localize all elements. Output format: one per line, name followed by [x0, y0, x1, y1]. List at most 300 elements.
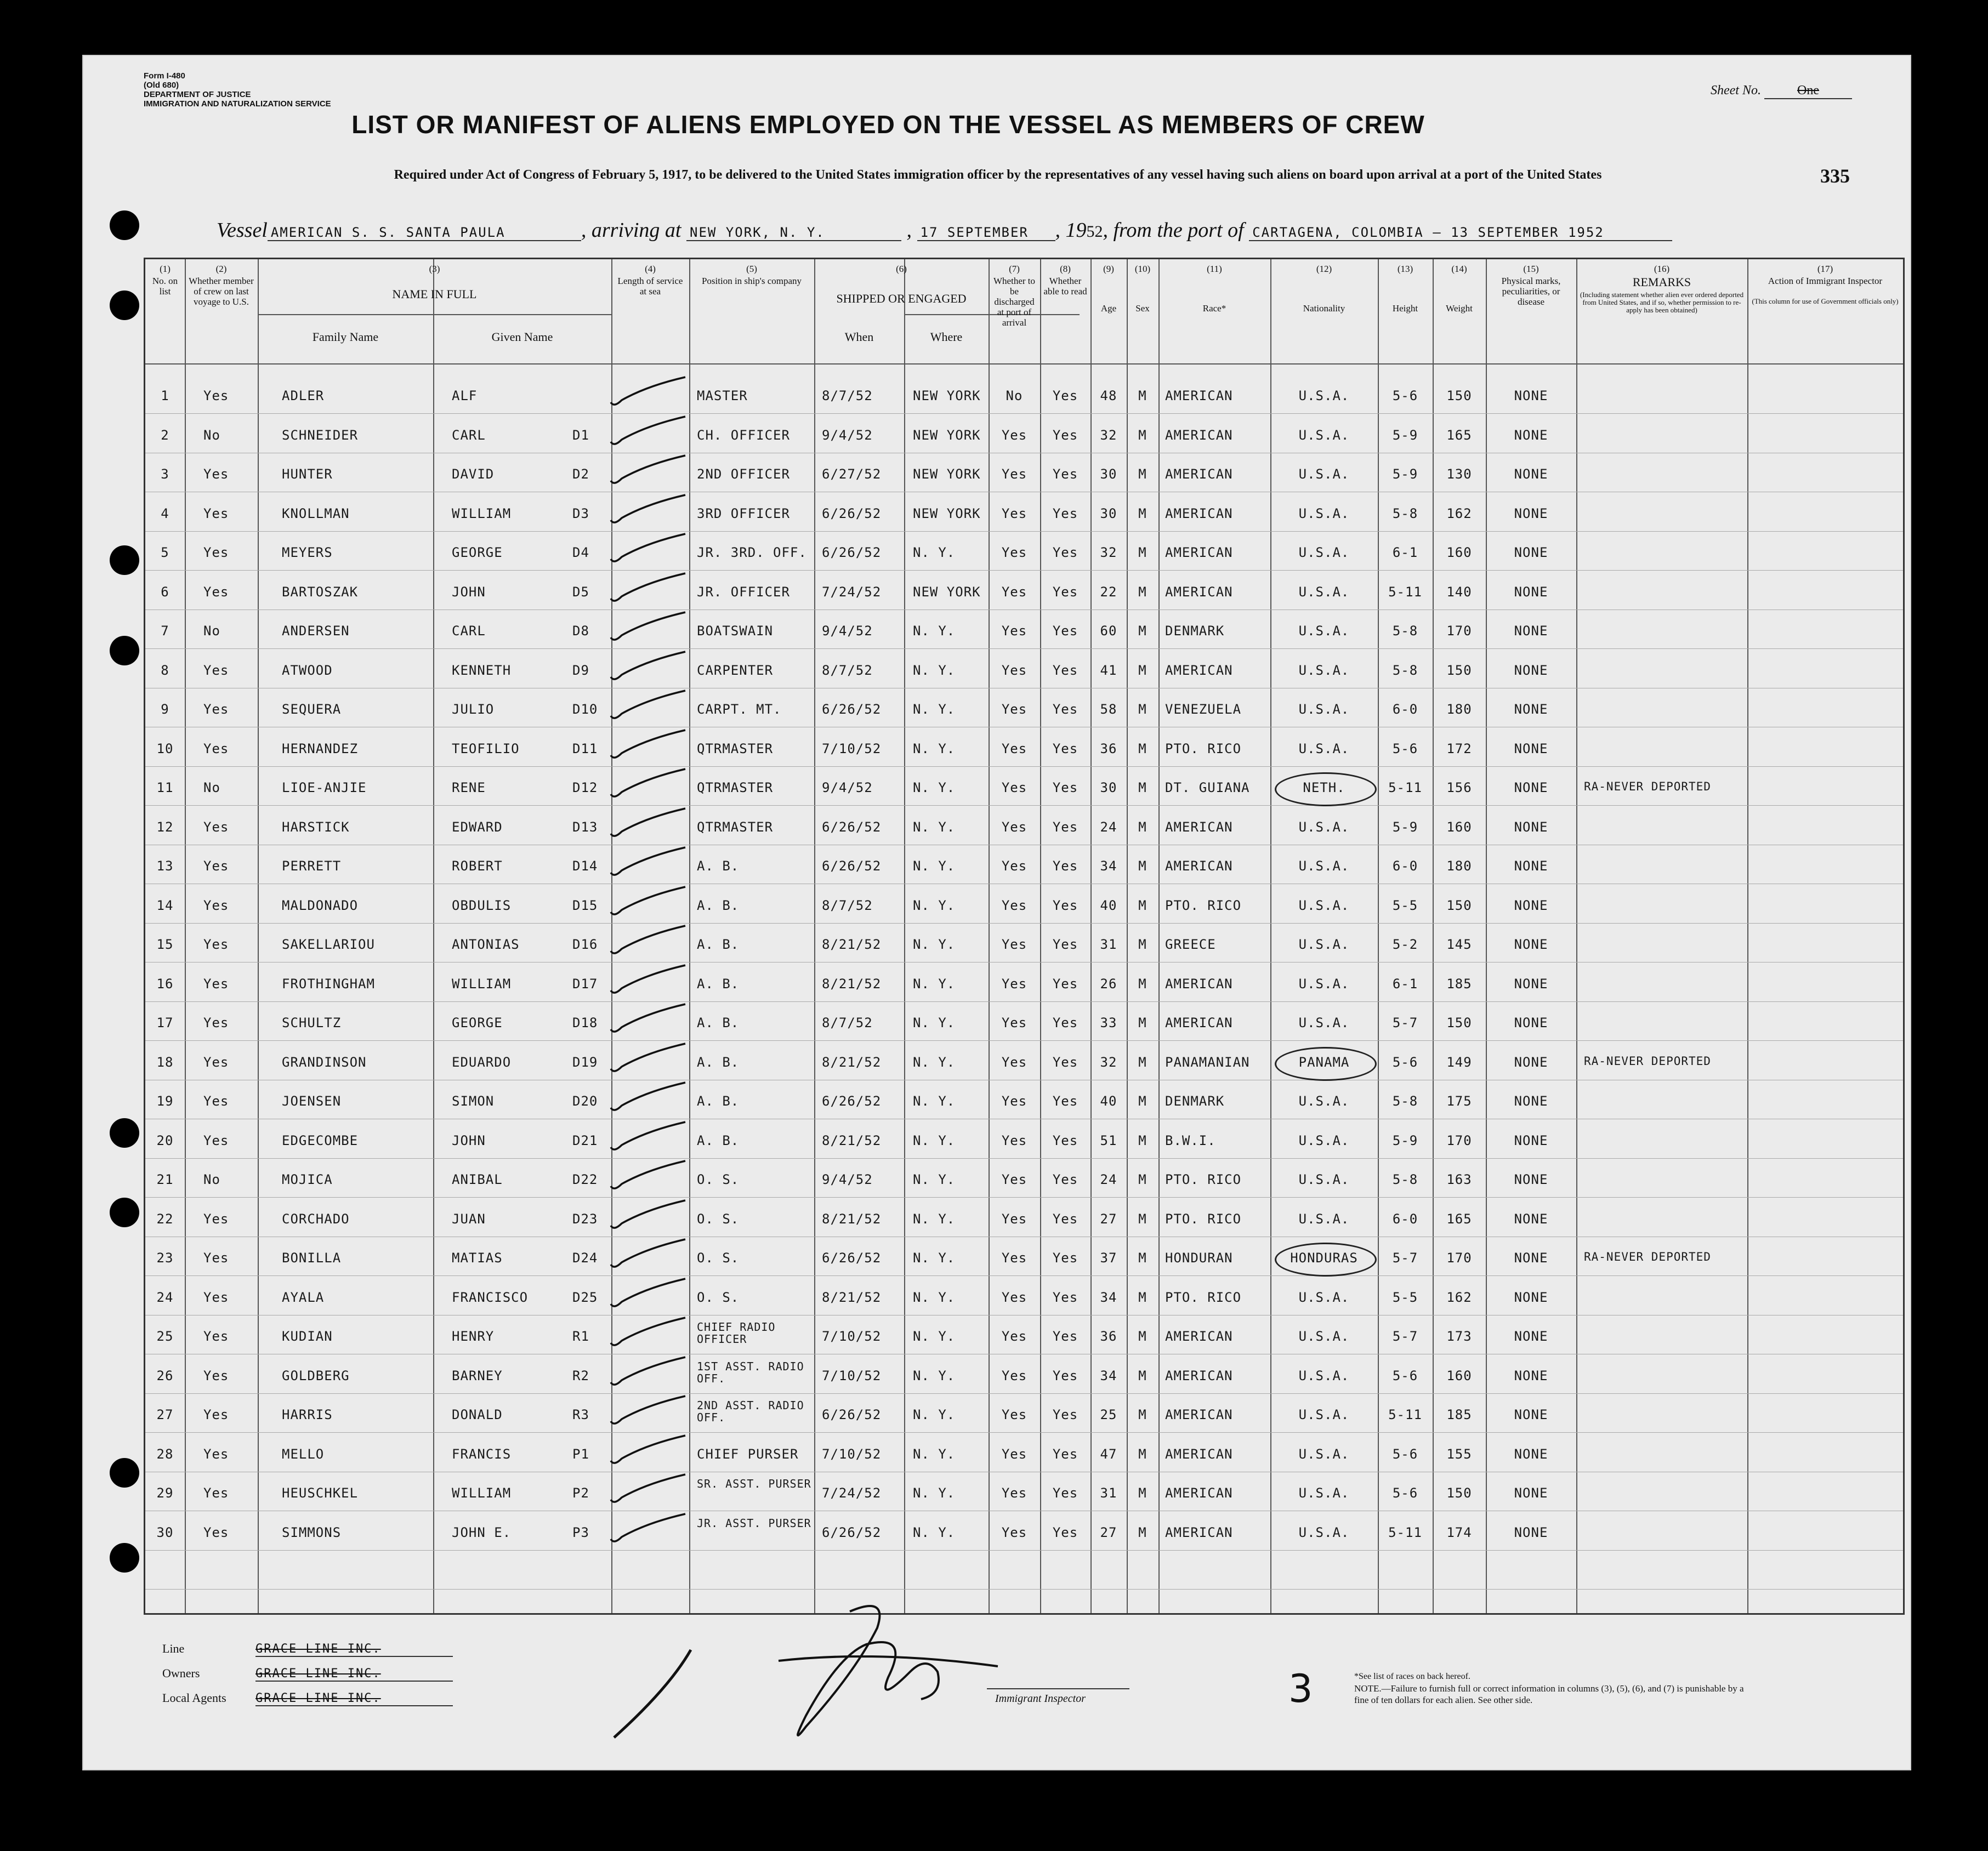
cell-weight: 170: [1446, 623, 1472, 639]
cell-nationality: U.S.A.: [1298, 584, 1350, 600]
cell-sex: M: [1138, 937, 1147, 952]
handwritten-mark: [603, 1639, 702, 1749]
cell-weight: 160: [1446, 545, 1472, 560]
cell-position: A. B.: [697, 1132, 740, 1148]
cell-discharge: Yes: [1001, 1093, 1027, 1109]
cell-code: D23: [572, 1211, 598, 1227]
page-title: LIST OR MANIFEST OF ALIENS EMPLOYED ON THE VESSEL AS MEMBERS OF CREW: [351, 110, 1425, 139]
cell-no: 5: [161, 545, 169, 560]
column-header-c1: No. on list: [152, 276, 178, 297]
cell-nationality: U.S.A.: [1298, 1524, 1350, 1540]
cell-sex: M: [1138, 819, 1147, 835]
cell-code: D14: [572, 858, 598, 874]
cell-where: N. Y.: [913, 741, 956, 756]
cell-height: 5-6: [1392, 388, 1418, 403]
cell-marks: NONE: [1514, 505, 1548, 521]
column-number-c1: (1): [160, 264, 171, 274]
cell-discharge: Yes: [1001, 1211, 1027, 1227]
cell-race: DENMARK: [1165, 623, 1225, 639]
cell-given: EDWARD: [452, 819, 503, 835]
cell-given: WILLIAM: [452, 976, 512, 992]
cell-given: CARL: [452, 623, 486, 639]
column-divider: [1576, 259, 1577, 1613]
cell-read: Yes: [1052, 1368, 1078, 1383]
cell-read: Yes: [1052, 1524, 1078, 1540]
cell-nationality: HONDURAS: [1290, 1250, 1358, 1266]
cell-marks: NONE: [1514, 1093, 1548, 1109]
cell-nationality: U.S.A.: [1298, 545, 1350, 560]
cell-age: 22: [1100, 584, 1117, 600]
row-line: [145, 923, 1903, 924]
arrival-day: 17 SEPTEMBER: [917, 225, 1055, 241]
cell-when: 8/7/52: [822, 1015, 873, 1030]
cell-prev: Yes: [203, 505, 229, 521]
cell-read: Yes: [1052, 897, 1078, 913]
cell-when: 6/27/52: [822, 466, 882, 482]
cell-discharge: Yes: [1001, 1446, 1027, 1462]
cell-height: 6-1: [1392, 545, 1418, 560]
cell-when: 6/26/52: [822, 1524, 882, 1540]
cell-marks: NONE: [1514, 897, 1548, 913]
cell-prev: Yes: [203, 858, 229, 874]
cell-given: JOHN: [452, 1132, 486, 1148]
cell-given: DONALD: [452, 1407, 503, 1422]
cell-where: N. Y.: [913, 976, 956, 992]
cell-where: N. Y.: [913, 937, 956, 952]
row-line: [145, 1589, 1903, 1590]
cell-discharge: Yes: [1001, 1132, 1027, 1148]
cell-prev: Yes: [203, 1446, 229, 1462]
cell-weight: 155: [1446, 1446, 1472, 1462]
column-divider: [1433, 259, 1434, 1613]
cell-where: NEW YORK: [913, 388, 981, 403]
cell-no: 6: [161, 584, 169, 600]
column-header-given-name: Given Name: [491, 330, 553, 344]
cell-code: D4: [572, 545, 589, 560]
cell-weight: 160: [1446, 1368, 1472, 1383]
column-header-c10: Sex: [1135, 303, 1150, 314]
cell-given: WILLIAM: [452, 505, 512, 521]
row-line: [145, 1001, 1903, 1002]
cell-given: GEORGE: [452, 1015, 503, 1030]
column-divider: [904, 259, 905, 1613]
cell-race: PTO. RICO: [1165, 1172, 1242, 1187]
binder-hole: [110, 545, 139, 575]
penalty-note: NOTE.—Failure to furnish full or correct information in columns (3), (5), (6), and (7) is punishable by a fine of ten dollars for each alien. See other side.: [1354, 1683, 1744, 1705]
cell-family: HEUSCHKEL: [282, 1485, 359, 1501]
arrival-year: 52: [1086, 223, 1103, 241]
cell-age: 30: [1100, 466, 1117, 482]
binder-hole: [110, 210, 139, 240]
cell-prev: No: [203, 780, 220, 795]
check-mark: [609, 1275, 691, 1314]
cell-family: BARTOSZAK: [282, 584, 359, 600]
cell-race: PTO. RICO: [1165, 1211, 1242, 1227]
cell-marks: NONE: [1514, 741, 1548, 756]
column-number-c11: (11): [1207, 264, 1222, 274]
cell-race: AMERICAN: [1165, 1329, 1233, 1344]
cell-marks: NONE: [1514, 1250, 1548, 1266]
cell-weight: 150: [1446, 1485, 1472, 1501]
cell-age: 34: [1100, 1289, 1117, 1305]
check-mark: [609, 570, 691, 608]
page-subtitle: Required under Act of Congress of February 5, 1917, to be delivered to the United States immigration officer by the representatives of any vessel having such aliens on board upon arrival at a port of the United States: [394, 168, 1602, 182]
check-mark: [609, 1197, 691, 1235]
cell-family: JOENSEN: [282, 1093, 342, 1109]
cell-family: HARSTICK: [282, 819, 350, 835]
column-header-family-name: Family Name: [312, 330, 379, 344]
cell-prev: Yes: [203, 388, 229, 403]
row-line: [145, 1197, 1903, 1198]
cell-no: 20: [156, 1132, 174, 1148]
cell-when: 7/24/52: [822, 1485, 882, 1501]
cell-nationality: U.S.A.: [1298, 505, 1350, 521]
cell-when: 7/10/52: [822, 1446, 882, 1462]
cell-race: AMERICAN: [1165, 466, 1233, 482]
cell-height: 6-0: [1392, 858, 1418, 874]
cell-weight: 165: [1446, 1211, 1472, 1227]
cell-age: 33: [1100, 1015, 1117, 1030]
cell-when: 8/21/52: [822, 1211, 882, 1227]
column-divider: [1158, 259, 1160, 1613]
column-divider: [1270, 259, 1271, 1613]
cell-where: N. Y.: [913, 623, 956, 639]
cell-remarks: RA-NEVER DEPORTED: [1584, 780, 1711, 793]
cell-nationality: U.S.A.: [1298, 937, 1350, 952]
form-number: Form I-480: [144, 71, 185, 81]
column-number-c14: (14): [1451, 264, 1467, 274]
crew-manifest-table: [144, 258, 1905, 1615]
column-header-c6: SHIPPED OR ENGAGED: [836, 292, 967, 305]
cell-family: BONILLA: [282, 1250, 342, 1266]
cell-prev: No: [203, 427, 220, 443]
cell-position: CHIEF PURSER: [697, 1446, 799, 1462]
cell-prev: No: [203, 623, 220, 639]
cell-height: 5-7: [1392, 1015, 1418, 1030]
cell-discharge: Yes: [1001, 1368, 1027, 1383]
form-old-number: (Old 680): [144, 81, 179, 90]
cell-nationality: U.S.A.: [1298, 897, 1350, 913]
cell-code: P2: [572, 1485, 589, 1501]
check-mark: [609, 1158, 691, 1196]
cell-sex: M: [1138, 466, 1147, 482]
cell-where: N. Y.: [913, 702, 956, 717]
cell-no: 19: [156, 1093, 174, 1109]
cell-height: 5-5: [1392, 1289, 1418, 1305]
cell-read: Yes: [1052, 1093, 1078, 1109]
cell-height: 5-7: [1392, 1250, 1418, 1266]
cell-height: 5-6: [1392, 1054, 1418, 1070]
cell-race: DT. GUIANA: [1165, 780, 1250, 795]
cell-weight: 172: [1446, 741, 1472, 756]
cell-height: 5-6: [1392, 1446, 1418, 1462]
cell-sex: M: [1138, 1093, 1147, 1109]
cell-family: AYALA: [282, 1289, 325, 1305]
column-header-c9: Age: [1100, 303, 1117, 314]
cell-sex: M: [1138, 1329, 1147, 1344]
cell-marks: NONE: [1514, 1132, 1548, 1148]
column-header-c2: Whether member of crew on last voyage to U.S.: [189, 276, 254, 307]
cell-prev: Yes: [203, 1407, 229, 1422]
cell-prev: Yes: [203, 584, 229, 600]
cell-read: Yes: [1052, 702, 1078, 717]
cell-marks: NONE: [1514, 858, 1548, 874]
cell-weight: 160: [1446, 819, 1472, 835]
cell-race: AMERICAN: [1165, 505, 1233, 521]
cell-when: 8/7/52: [822, 388, 873, 403]
column-header-c13: Height: [1392, 303, 1418, 314]
nationality-circle: [1275, 1243, 1377, 1277]
row-line: [145, 805, 1903, 806]
cell-age: 47: [1100, 1446, 1117, 1462]
cell-code: D15: [572, 897, 598, 913]
cell-race: AMERICAN: [1165, 819, 1233, 835]
cell-height: 5-8: [1392, 623, 1418, 639]
cell-prev: Yes: [203, 545, 229, 560]
cell-family: CORCHADO: [282, 1211, 350, 1227]
row-line: [145, 1275, 1903, 1276]
cell-nationality: U.S.A.: [1298, 1211, 1350, 1227]
cell-race: PTO. RICO: [1165, 741, 1242, 756]
check-mark: [609, 727, 691, 765]
cell-weight: 163: [1446, 1172, 1472, 1187]
cell-race: AMERICAN: [1165, 388, 1233, 403]
handwritten-count: 3: [1288, 1666, 1313, 1711]
cell-discharge: Yes: [1001, 819, 1027, 835]
cell-marks: NONE: [1514, 1329, 1548, 1344]
cell-nationality: U.S.A.: [1298, 858, 1350, 874]
cell-height: 5-7: [1392, 1329, 1418, 1344]
cell-sex: M: [1138, 1407, 1147, 1422]
cell-marks: NONE: [1514, 1368, 1548, 1383]
cell-family: PERRETT: [282, 858, 342, 874]
cell-code: D21: [572, 1132, 598, 1148]
cell-code: D1: [572, 427, 589, 443]
cell-given: EDUARDO: [452, 1054, 512, 1070]
cell-when: 7/10/52: [822, 1329, 882, 1344]
cell-given: HENRY: [452, 1329, 495, 1344]
cell-marks: NONE: [1514, 1485, 1548, 1501]
cell-family: GRANDINSON: [282, 1054, 367, 1070]
sheet-number-value: One: [1764, 83, 1852, 99]
check-mark: [609, 452, 691, 491]
cell-sex: M: [1138, 702, 1147, 717]
cell-height: 5-6: [1392, 1485, 1418, 1501]
cell-given: TEOFILIO: [452, 741, 520, 756]
cell-no: 1: [161, 388, 169, 403]
cell-weight: 173: [1446, 1329, 1472, 1344]
cell-no: 18: [156, 1054, 174, 1070]
cell-marks: NONE: [1514, 1446, 1548, 1462]
page-number: 335: [1820, 165, 1850, 187]
cell-weight: 180: [1446, 858, 1472, 874]
cell-race: AMERICAN: [1165, 1368, 1233, 1383]
cell-nationality: U.S.A.: [1298, 1132, 1350, 1148]
column-number-c17: (17): [1817, 264, 1833, 274]
column-divider: [989, 259, 990, 1613]
cell-race: AMERICAN: [1165, 858, 1233, 874]
cell-read: Yes: [1052, 623, 1078, 639]
cell-where: NEW YORK: [913, 427, 981, 443]
cell-read: Yes: [1052, 584, 1078, 600]
cell-sex: M: [1138, 1368, 1147, 1383]
cell-discharge: Yes: [1001, 466, 1027, 482]
cell-no: 23: [156, 1250, 174, 1266]
cell-read: Yes: [1052, 427, 1078, 443]
cell-age: 40: [1100, 1093, 1117, 1109]
line-field: [162, 1642, 453, 1657]
cell-nationality: U.S.A.: [1298, 1093, 1350, 1109]
cell-given: FRANCISCO: [452, 1289, 529, 1305]
cell-prev: Yes: [203, 1485, 229, 1501]
cell-sex: M: [1138, 545, 1147, 560]
cell-read: Yes: [1052, 741, 1078, 756]
row-line: [145, 648, 1903, 649]
cell-race: GREECE: [1165, 937, 1216, 952]
column-number-c8: (8): [1060, 264, 1071, 274]
cell-family: MELLO: [282, 1446, 325, 1462]
check-mark: [609, 1001, 691, 1039]
cell-marks: NONE: [1514, 623, 1548, 639]
cell-marks: NONE: [1514, 545, 1548, 560]
cell-where: N. Y.: [913, 858, 956, 874]
cell-position: QTRMASTER: [697, 819, 774, 835]
cell-sex: M: [1138, 1054, 1147, 1070]
cell-prev: Yes: [203, 741, 229, 756]
sheet-number: [1711, 83, 1852, 99]
cell-race: PTO. RICO: [1165, 897, 1242, 913]
cell-prev: Yes: [203, 1054, 229, 1070]
sheet-number-label: Sheet No.: [1711, 83, 1761, 98]
cell-read: Yes: [1052, 1172, 1078, 1187]
cell-read: Yes: [1052, 819, 1078, 835]
row-line: [145, 531, 1903, 532]
cell-discharge: Yes: [1001, 1289, 1027, 1305]
cell-code: D20: [572, 1093, 598, 1109]
cell-family: SEQUERA: [282, 702, 342, 717]
cell-position: A. B.: [697, 1093, 740, 1109]
cell-sex: M: [1138, 1446, 1147, 1462]
cell-prev: Yes: [203, 1132, 229, 1148]
cell-when: 8/21/52: [822, 1289, 882, 1305]
cell-weight: 174: [1446, 1524, 1472, 1540]
cell-family: HARRIS: [282, 1407, 333, 1422]
cell-sex: M: [1138, 1289, 1147, 1305]
cell-where: N. Y.: [913, 1485, 956, 1501]
binder-hole: [110, 1458, 139, 1488]
cell-prev: Yes: [203, 1211, 229, 1227]
cell-sex: M: [1138, 741, 1147, 756]
cell-code: R3: [572, 1407, 589, 1422]
check-mark: [609, 766, 691, 804]
cell-when: 6/26/52: [822, 1407, 882, 1422]
vessel-line: Vessel AMERICAN S. S. SANTA PAULA , arriving at NEW YORK, N. Y. , 17 SEPTEMBER , 1952, from the port of CARTAGENA, COLOMBIA — 13 SEPTEMBER 1952: [217, 218, 1817, 242]
check-mark: [609, 962, 691, 1000]
cell-height: 5-11: [1388, 1407, 1422, 1422]
cell-position: A. B.: [697, 937, 740, 952]
cell-discharge: Yes: [1001, 1485, 1027, 1501]
cell-no: 29: [156, 1485, 174, 1501]
cell-given: GEORGE: [452, 545, 503, 560]
cell-weight: 150: [1446, 897, 1472, 913]
cell-nationality: PANAMA: [1298, 1054, 1350, 1070]
cell-position: CH. OFFICER: [697, 427, 790, 443]
cell-where: N. Y.: [913, 1250, 956, 1266]
cell-code: R2: [572, 1368, 589, 1383]
cell-when: 6/26/52: [822, 819, 882, 835]
cell-nationality: U.S.A.: [1298, 1446, 1350, 1462]
cell-when: 6/26/52: [822, 1093, 882, 1109]
cell-read: Yes: [1052, 1132, 1078, 1148]
cell-weight: 185: [1446, 976, 1472, 992]
form-identifier: [144, 71, 331, 109]
cell-no: 3: [161, 466, 169, 482]
cell-read: Yes: [1052, 1329, 1078, 1344]
cell-weight: 170: [1446, 1250, 1472, 1266]
cell-discharge: Yes: [1001, 741, 1027, 756]
cell-sex: M: [1138, 1524, 1147, 1540]
cell-read: Yes: [1052, 1446, 1078, 1462]
cell-height: 5-9: [1392, 819, 1418, 835]
cell-given: ALF: [452, 388, 478, 403]
cell-prev: Yes: [203, 976, 229, 992]
cell-marks: NONE: [1514, 662, 1548, 678]
cell-when: 9/4/52: [822, 780, 873, 795]
check-mark: [609, 1314, 691, 1353]
cell-where: N. Y.: [913, 1329, 956, 1344]
column-header-c17: Action of Immigrant Inspector: [1768, 276, 1883, 286]
cell-discharge: Yes: [1001, 976, 1027, 992]
cell-read: Yes: [1052, 1407, 1078, 1422]
cell-height: 5-11: [1388, 1524, 1422, 1540]
check-mark: [609, 374, 691, 412]
column-number-c15: (15): [1523, 264, 1539, 274]
binder-hole: [110, 1543, 139, 1573]
cell-given: WILLIAM: [452, 1485, 512, 1501]
cell-marks: NONE: [1514, 976, 1548, 992]
cell-age: 26: [1100, 976, 1117, 992]
cell-when: 6/26/52: [822, 505, 882, 521]
cell-where: N. Y.: [913, 1211, 956, 1227]
cell-code: D10: [572, 702, 598, 717]
cell-weight: 150: [1446, 662, 1472, 678]
cell-no: 14: [156, 897, 174, 913]
cell-read: Yes: [1052, 1054, 1078, 1070]
cell-when: 6/26/52: [822, 858, 882, 874]
binder-hole: [110, 1198, 139, 1227]
cell-where: N. Y.: [913, 897, 956, 913]
cell-weight: 150: [1446, 1015, 1472, 1030]
cell-age: 32: [1100, 427, 1117, 443]
cell-marks: NONE: [1514, 1289, 1548, 1305]
cell-family: MOJICA: [282, 1172, 333, 1187]
cell-age: 31: [1100, 1485, 1117, 1501]
column-header-c3: NAME IN FULL: [392, 287, 477, 301]
cell-read: Yes: [1052, 505, 1078, 521]
cell-nationality: U.S.A.: [1298, 1368, 1350, 1383]
cell-race: AMERICAN: [1165, 1524, 1233, 1540]
check-mark: [609, 492, 691, 530]
cell-family: HUNTER: [282, 466, 333, 482]
cell-given: JUAN: [452, 1211, 486, 1227]
cell-discharge: Yes: [1001, 1524, 1027, 1540]
check-mark: [609, 844, 691, 882]
cell-age: 24: [1100, 1172, 1117, 1187]
column-divider: [1747, 259, 1748, 1613]
cell-when: 6/26/52: [822, 545, 882, 560]
cell-sex: M: [1138, 897, 1147, 913]
cell-family: GOLDBERG: [282, 1368, 350, 1383]
